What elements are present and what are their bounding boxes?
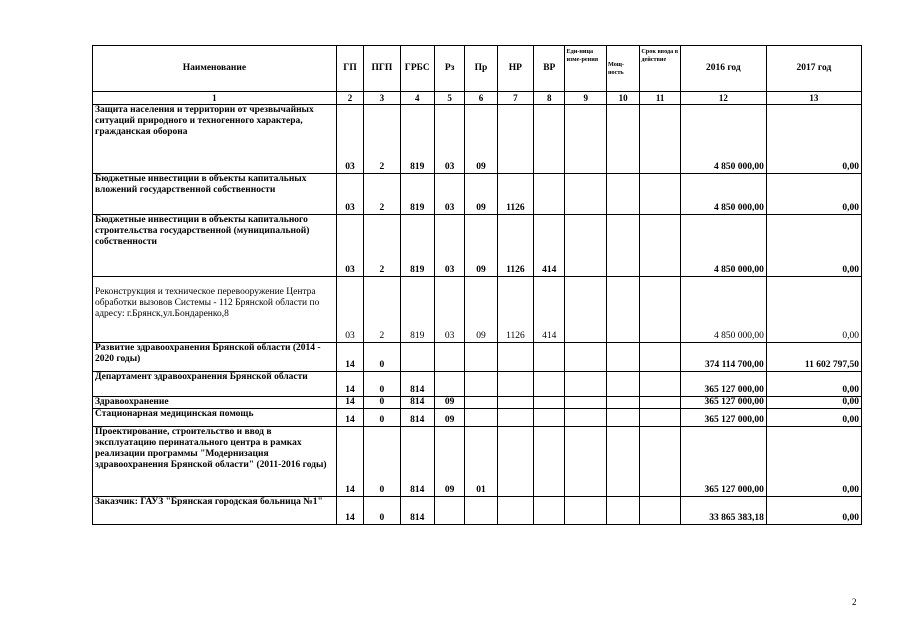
cell-nr [497, 409, 533, 427]
cell-nr [497, 397, 533, 409]
cell-pgp: 0 [364, 427, 400, 497]
cell-grbs: 814 [400, 427, 434, 497]
cell-rz [434, 372, 464, 397]
header-nr: НР [497, 46, 533, 92]
cell-term [640, 215, 680, 277]
header-vr: ВР [534, 46, 565, 92]
cell-nr [497, 372, 533, 397]
cell-rz [434, 497, 464, 525]
row-name: Бюджетные инвестиции в объекты капитального строительства государственной (муниципальной) собственности [93, 215, 337, 277]
cell-pgp: 0 [364, 343, 400, 372]
cell-gp: 14 [336, 397, 363, 409]
header-power: Мощ-ность [606, 46, 639, 92]
cell-term [640, 397, 680, 409]
cell-term [640, 409, 680, 427]
row-name: Департамент здравоохранения Брянской области [93, 372, 337, 397]
cell-pgp: 2 [364, 174, 400, 215]
table-row [93, 397, 862, 409]
header-grbs: ГРБС [400, 46, 434, 92]
cell-pgp: 0 [364, 397, 400, 409]
cell-rz: 03 [434, 105, 464, 174]
cell-vr [534, 409, 565, 427]
cell-rz: 03 [434, 174, 464, 215]
budget-table [92, 45, 862, 525]
cell-2017: 0,00 [766, 497, 861, 525]
cell-pgp: 0 [364, 497, 400, 525]
column-number: 6 [465, 92, 497, 105]
table-row [93, 427, 862, 497]
table-row [93, 409, 862, 427]
cell-power [606, 277, 639, 343]
cell-unit [565, 497, 606, 525]
cell-2016: 374 114 700,00 [680, 343, 766, 372]
cell-grbs: 819 [400, 105, 434, 174]
cell-2017: 0,00 [766, 397, 861, 409]
table-row [93, 372, 862, 397]
cell-gp: 03 [336, 174, 363, 215]
cell-pr: 09 [465, 277, 497, 343]
cell-pr [465, 409, 497, 427]
header-unit: Еди-ница изме-рения [565, 46, 606, 92]
table-row [93, 497, 862, 525]
cell-pr: 09 [465, 174, 497, 215]
header-rz: Рз [434, 46, 464, 92]
cell-nr [497, 497, 533, 525]
cell-unit [565, 277, 606, 343]
cell-gp: 03 [336, 277, 363, 343]
cell-vr: 414 [534, 277, 565, 343]
cell-vr [534, 372, 565, 397]
cell-unit [565, 343, 606, 372]
column-number: 4 [400, 92, 434, 105]
cell-2017: 0,00 [766, 105, 861, 174]
column-number: 11 [640, 92, 680, 105]
cell-2017: 0,00 [766, 409, 861, 427]
cell-grbs: 814 [400, 397, 434, 409]
row-name: Проектирование, строительство и ввод в эксплуатацию перинатального центра в рамках реализации программы "Модернизация здравоохранения Брянской области" (2011-2016 годы) [93, 427, 337, 497]
row-name: Стационарная медицинская помощь [93, 409, 337, 427]
cell-pr: 09 [465, 105, 497, 174]
header-row [93, 46, 862, 92]
cell-pgp: 0 [364, 372, 400, 397]
column-number: 8 [534, 92, 565, 105]
header-gp: ГП [336, 46, 363, 92]
cell-power [606, 497, 639, 525]
header-pgp: ПГП [364, 46, 400, 92]
cell-power [606, 105, 639, 174]
cell-nr: 1126 [497, 277, 533, 343]
cell-2016: 365 127 000,00 [680, 397, 766, 409]
table-row [93, 343, 862, 372]
cell-rz: 09 [434, 409, 464, 427]
cell-term [640, 372, 680, 397]
cell-pgp: 0 [364, 409, 400, 427]
cell-rz: 09 [434, 427, 464, 497]
cell-unit [565, 409, 606, 427]
cell-grbs: 814 [400, 409, 434, 427]
row-name: Развитие здравоохранения Брянской области (2014 - 2020 годы) [93, 343, 337, 372]
cell-grbs: 819 [400, 174, 434, 215]
cell-power [606, 427, 639, 497]
cell-term [640, 105, 680, 174]
header-2017: 2017 год [766, 46, 861, 92]
cell-power [606, 409, 639, 427]
cell-pr [465, 343, 497, 372]
cell-2016: 365 127 000,00 [680, 427, 766, 497]
column-number: 9 [565, 92, 606, 105]
cell-pgp: 2 [364, 215, 400, 277]
cell-unit [565, 105, 606, 174]
cell-pgp: 2 [364, 105, 400, 174]
table-row [93, 105, 862, 174]
table-row [93, 174, 862, 215]
cell-power [606, 215, 639, 277]
cell-2017: 11 602 797,50 [766, 343, 861, 372]
table-row [93, 277, 862, 343]
cell-power [606, 397, 639, 409]
cell-2017: 0,00 [766, 277, 861, 343]
cell-2017: 0,00 [766, 174, 861, 215]
cell-pr [465, 397, 497, 409]
cell-unit [565, 215, 606, 277]
cell-term [640, 497, 680, 525]
column-number-row [93, 92, 862, 105]
header-term: Срок ввода в действие [640, 46, 680, 92]
cell-2016: 365 127 000,00 [680, 409, 766, 427]
header-pr: Пр [465, 46, 497, 92]
column-number: 1 [93, 92, 337, 105]
row-name: Реконструкция и техническое перевооружение Центра обработки вызовов Системы - 112 Брянской области по адресу: г.Брянск,ул.Бондаренко,8 [93, 277, 337, 343]
cell-2016: 4 850 000,00 [680, 105, 766, 174]
cell-rz [434, 343, 464, 372]
cell-pr [465, 372, 497, 397]
cell-2016: 4 850 000,00 [680, 277, 766, 343]
cell-grbs [400, 343, 434, 372]
cell-2016: 4 850 000,00 [680, 215, 766, 277]
cell-gp: 03 [336, 215, 363, 277]
cell-pgp: 2 [364, 277, 400, 343]
page-number: 2 [852, 597, 857, 607]
cell-vr [534, 497, 565, 525]
column-number: 7 [497, 92, 533, 105]
column-number: 2 [336, 92, 363, 105]
cell-unit [565, 174, 606, 215]
cell-pr [465, 497, 497, 525]
cell-nr [497, 427, 533, 497]
cell-vr [534, 343, 565, 372]
column-number: 12 [680, 92, 766, 105]
row-name: Здравоохранение [93, 397, 337, 409]
cell-2017: 0,00 [766, 372, 861, 397]
cell-grbs: 819 [400, 215, 434, 277]
cell-nr: 1126 [497, 174, 533, 215]
cell-2016: 365 127 000,00 [680, 372, 766, 397]
cell-vr [534, 427, 565, 497]
column-number: 5 [434, 92, 464, 105]
cell-vr [534, 174, 565, 215]
cell-2016: 33 865 383,18 [680, 497, 766, 525]
cell-term [640, 277, 680, 343]
cell-2017: 0,00 [766, 215, 861, 277]
cell-nr [497, 343, 533, 372]
column-number: 13 [766, 92, 861, 105]
cell-unit [565, 372, 606, 397]
cell-pr: 09 [465, 215, 497, 277]
cell-term [640, 427, 680, 497]
column-number: 3 [364, 92, 400, 105]
cell-term [640, 174, 680, 215]
column-number: 10 [606, 92, 639, 105]
cell-rz: 03 [434, 277, 464, 343]
cell-grbs: 814 [400, 372, 434, 397]
table-row [93, 215, 862, 277]
cell-2016: 4 850 000,00 [680, 174, 766, 215]
row-name: Бюджетные инвестиции в объекты капитальных вложений государственной собственности [93, 174, 337, 215]
header-name: Наименование [93, 46, 337, 92]
row-name: Защита населения и территории от чрезвычайных ситуаций природного и техногенного характера, гражданская оборона [93, 105, 337, 174]
cell-gp: 14 [336, 497, 363, 525]
cell-power [606, 343, 639, 372]
cell-unit [565, 397, 606, 409]
cell-gp: 14 [336, 409, 363, 427]
cell-nr [497, 105, 533, 174]
cell-term [640, 343, 680, 372]
cell-vr: 414 [534, 215, 565, 277]
row-name: Заказчик: ГАУЗ "Брянская городская больница №1" [93, 497, 337, 525]
cell-grbs: 819 [400, 277, 434, 343]
cell-gp: 14 [336, 427, 363, 497]
cell-rz: 03 [434, 215, 464, 277]
cell-power [606, 174, 639, 215]
cell-vr [534, 105, 565, 174]
cell-gp: 03 [336, 105, 363, 174]
cell-nr: 1126 [497, 215, 533, 277]
cell-2017: 0,00 [766, 427, 861, 497]
header-2016: 2016 год [680, 46, 766, 92]
cell-rz: 09 [434, 397, 464, 409]
cell-unit [565, 427, 606, 497]
cell-pr: 01 [465, 427, 497, 497]
cell-vr [534, 397, 565, 409]
cell-gp: 14 [336, 372, 363, 397]
cell-power [606, 372, 639, 397]
cell-grbs: 814 [400, 497, 434, 525]
cell-gp: 14 [336, 343, 363, 372]
